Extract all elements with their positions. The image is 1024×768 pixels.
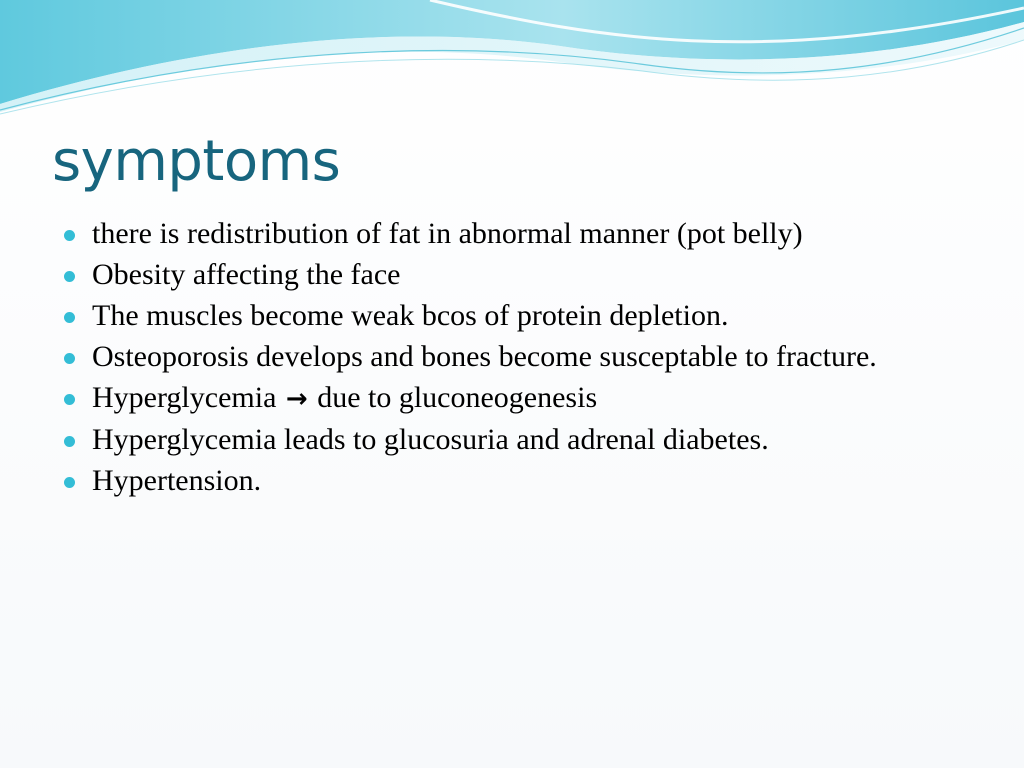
bullet-text: there is redistribution of fat in abnormal manner (pot belly) [92, 217, 803, 250]
bullet-text: Hypertension. [92, 464, 262, 497]
bullet-dot-icon [64, 271, 75, 282]
bullet-item [62, 424, 962, 456]
bullet-dot-icon [64, 353, 75, 364]
right-arrow-icon: → [285, 384, 308, 414]
bullet-text-after: due to gluconeogenesis [317, 381, 598, 414]
bullet-dot-icon [64, 312, 75, 323]
bullet-text-before: Hyperglycemia [92, 381, 277, 414]
bullet-dot-icon [64, 394, 75, 405]
bullet-dot-icon [64, 477, 75, 488]
bullet-text: The muscles become weak bcos of protein depletion. [92, 299, 729, 332]
bullet-text: Osteoporosis develops and bones become susceptable to fracture. [92, 340, 877, 373]
bullet-dot-icon [64, 436, 75, 447]
bullet-item [62, 341, 962, 373]
bullet-item [62, 300, 962, 332]
bullet-item [62, 218, 962, 250]
bullet-text: Hyperglycemia leads to glucosuria and adrenal diabetes. [92, 423, 769, 456]
bullet-list [62, 218, 962, 506]
bullet-item [62, 465, 962, 497]
slide-title: symptoms [52, 129, 341, 194]
header-wave-decoration [0, 0, 1024, 120]
bullet-text: Obesity affecting the face [92, 258, 401, 291]
bullet-item [62, 382, 962, 415]
bullet-dot-icon [64, 230, 75, 241]
bullet-item [62, 259, 962, 291]
